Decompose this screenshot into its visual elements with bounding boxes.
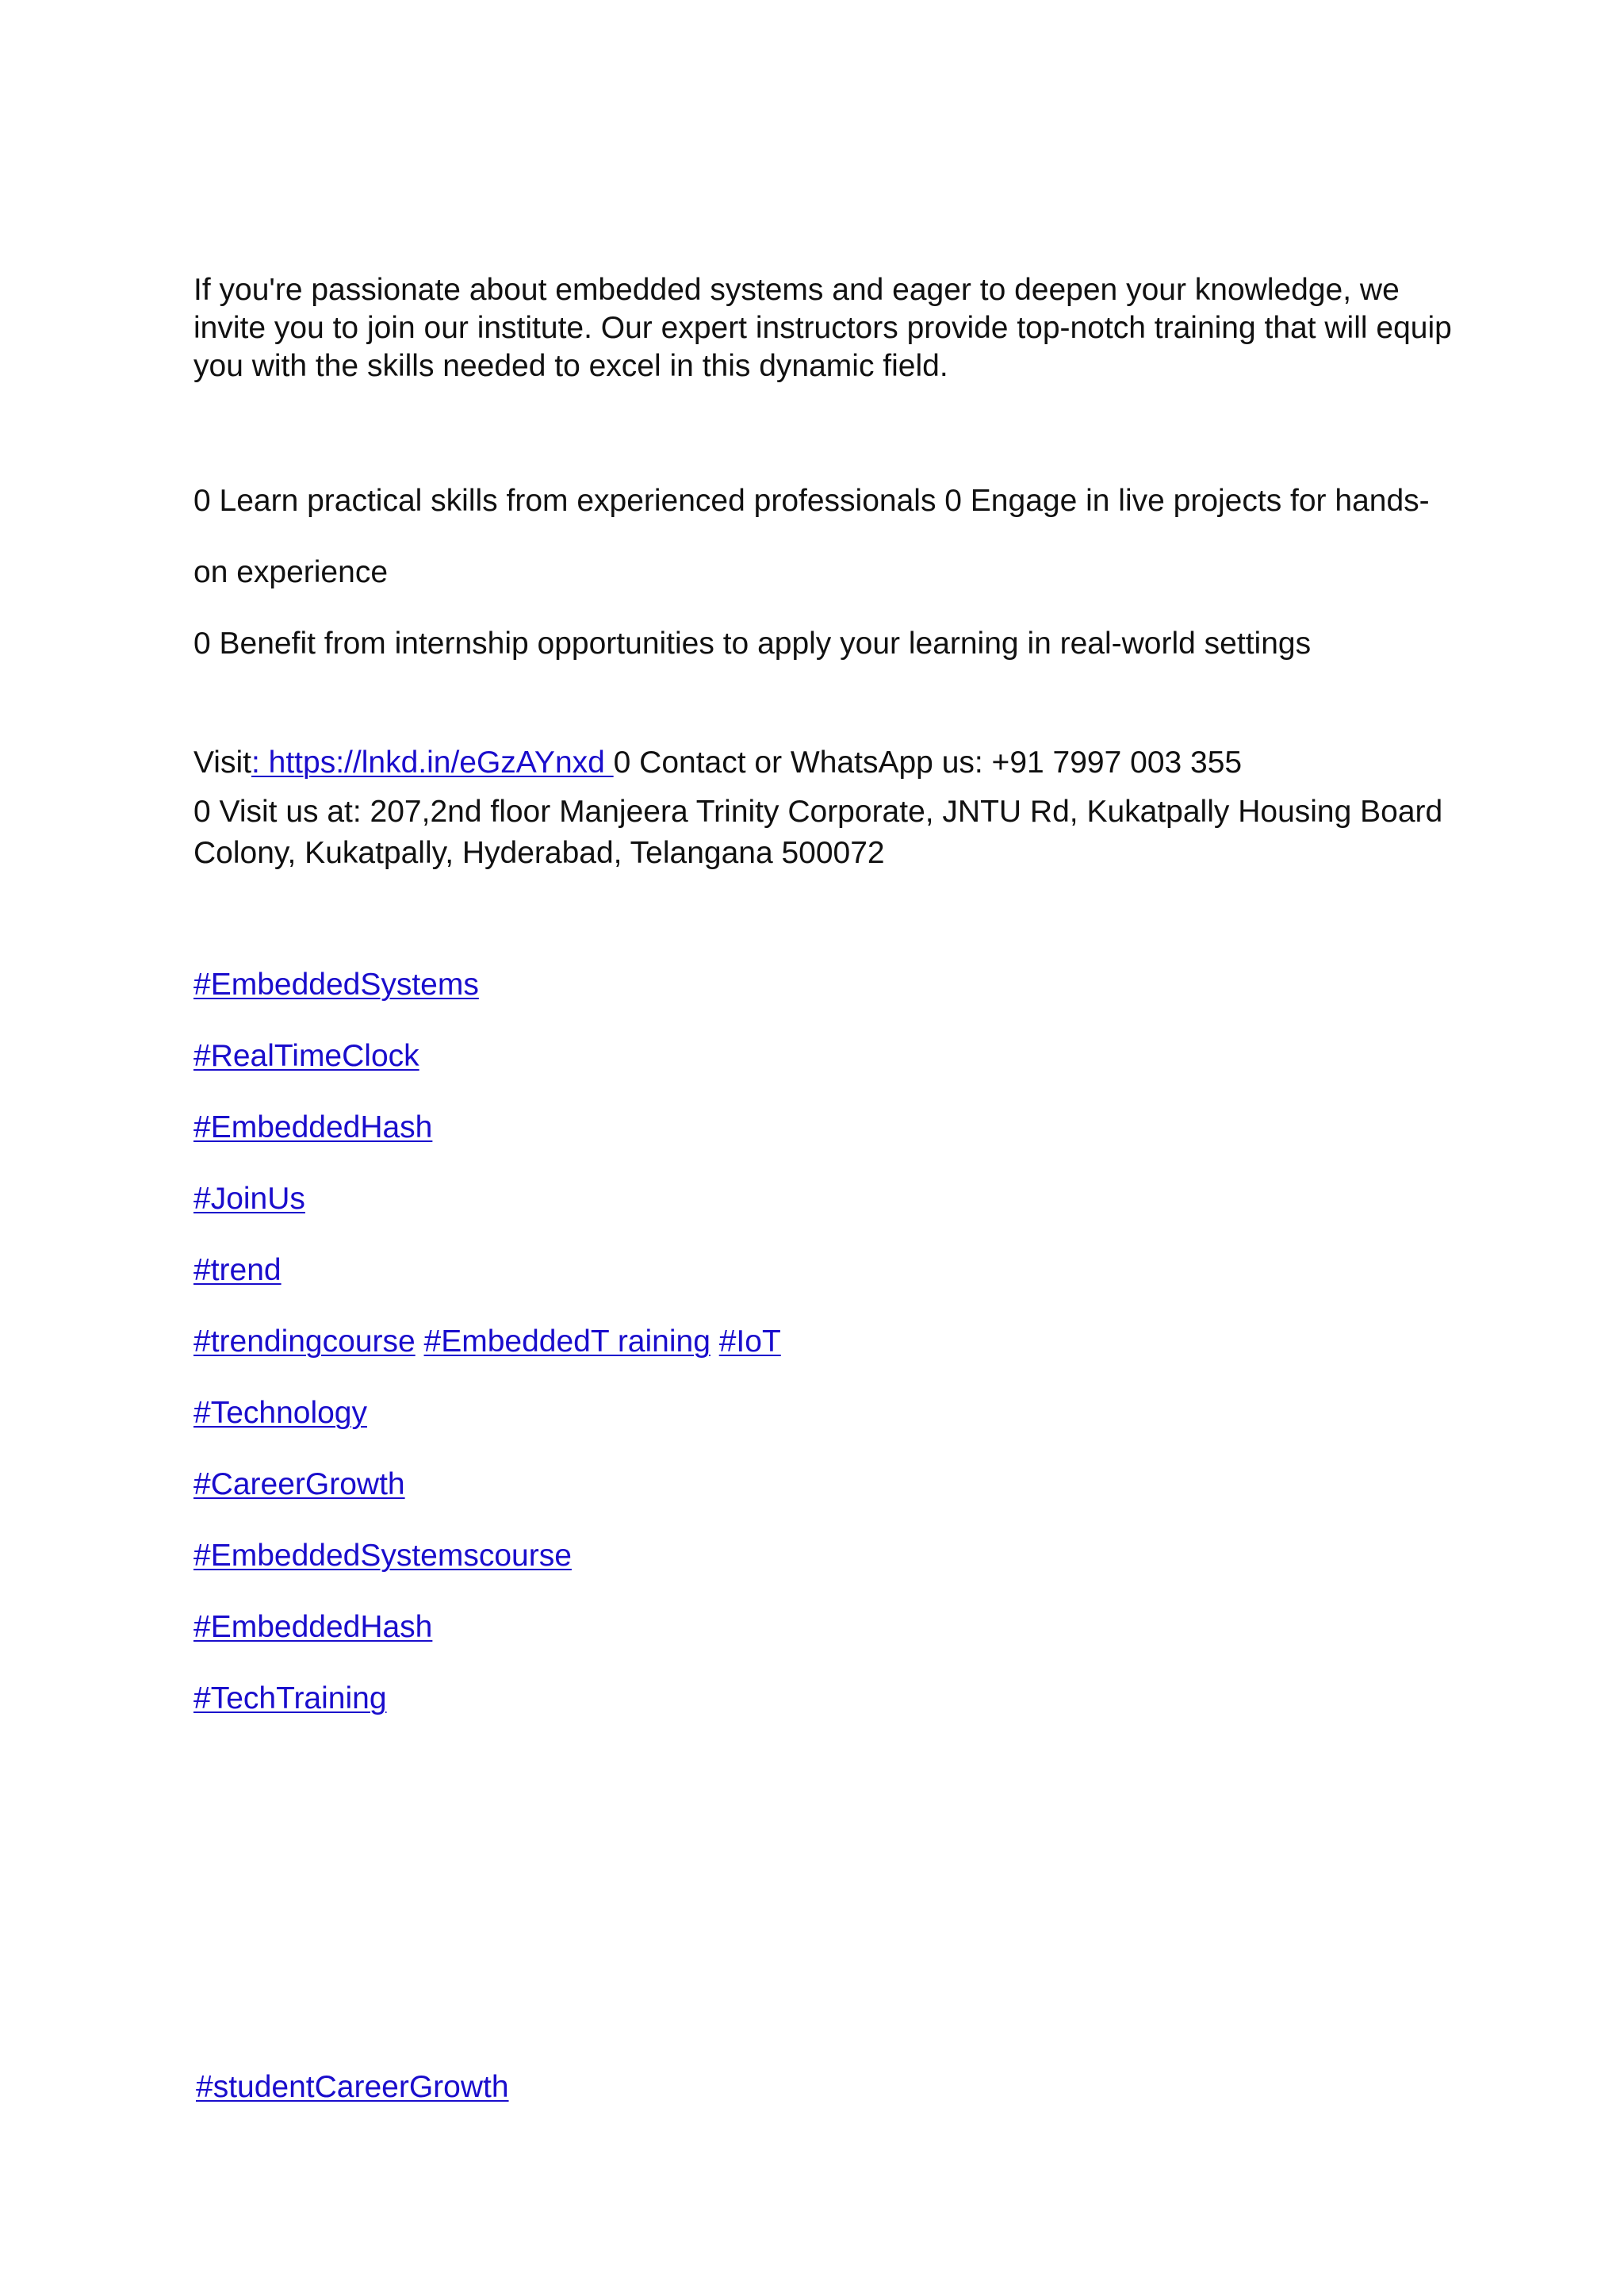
- hashtag-item: [196, 2068, 509, 2106]
- hashtag-item: [193, 1323, 781, 1361]
- hashtag-trending-course[interactable]: #trendingcourse: [193, 1324, 416, 1359]
- benefits-line-3: 0 Benefit from internship opportunities to apply your learning in real-world settings: [193, 627, 1312, 661]
- hashtag-item: [193, 1109, 432, 1147]
- hashtag-item: [193, 1251, 282, 1290]
- hashtag-embedded-training[interactable]: #EmbeddedT raining: [423, 1324, 710, 1359]
- hashtag-join-us[interactable]: #JoinUs: [193, 1182, 305, 1216]
- hashtag-embedded-hash-2[interactable]: #EmbeddedHash: [193, 1610, 433, 1644]
- contact-line: [193, 744, 1242, 782]
- hashtag-embedded-systems[interactable]: #EmbeddedSystems: [193, 968, 479, 1002]
- hashtag-item: [193, 1180, 305, 1218]
- benefits-line-1: 0 Learn practical skills from experienced professionals 0 Engage in live projects for hands-: [193, 484, 1430, 518]
- phone-text: 0 Contact or WhatsApp us: +91 7997 003 355: [613, 746, 1243, 780]
- hashtag-item: [193, 1466, 405, 1504]
- address-line-1: 0 Visit us at: 207,2nd floor Manjeera Trinity Corporate, JNTU Rd, Kukatpally Housing Board: [193, 795, 1443, 829]
- hashtag-item: [193, 1680, 387, 1718]
- hashtag-embedded-hash[interactable]: #EmbeddedHash: [193, 1110, 433, 1144]
- hashtag-item: [193, 966, 479, 1004]
- hashtag-item: [193, 1037, 419, 1075]
- hashtag-real-time-clock[interactable]: #RealTimeClock: [193, 1039, 419, 1073]
- hashtag-embedded-systems-course[interactable]: #EmbeddedSystemscourse: [193, 1539, 572, 1573]
- hashtag-career-growth[interactable]: #CareerGrowth: [193, 1467, 405, 1501]
- visit-label: Visit: [193, 746, 251, 780]
- hashtag-item: [193, 1537, 572, 1575]
- hashtag-item: [193, 1394, 367, 1432]
- hashtag-tech-training[interactable]: #TechTraining: [193, 1681, 387, 1715]
- hashtag-technology[interactable]: #Technology: [193, 1396, 367, 1430]
- hashtag-iot[interactable]: #IoT: [718, 1324, 781, 1359]
- intro-line-1: If you're passionate about embedded systems and eager to deepen your knowledge, we: [193, 273, 1400, 307]
- linkedin-link[interactable]: : https://lnkd.in/eGzAYnxd: [251, 746, 614, 780]
- hashtag-item: [193, 1608, 432, 1646]
- intro-line-2: invite you to join our institute. Our expert instructors provide top-notch training that will equip: [193, 311, 1452, 345]
- intro-line-3: you with the skills needed to excel in this dynamic field.: [193, 349, 948, 383]
- hashtag-trend[interactable]: #trend: [193, 1253, 282, 1287]
- benefits-line-2: on experience: [193, 555, 389, 589]
- hashtag-student-career-growth[interactable]: #studentCareerGrowth: [196, 2070, 509, 2104]
- address-line-2: Colony, Kukatpally, Hyderabad, Telangana 500072: [193, 836, 885, 870]
